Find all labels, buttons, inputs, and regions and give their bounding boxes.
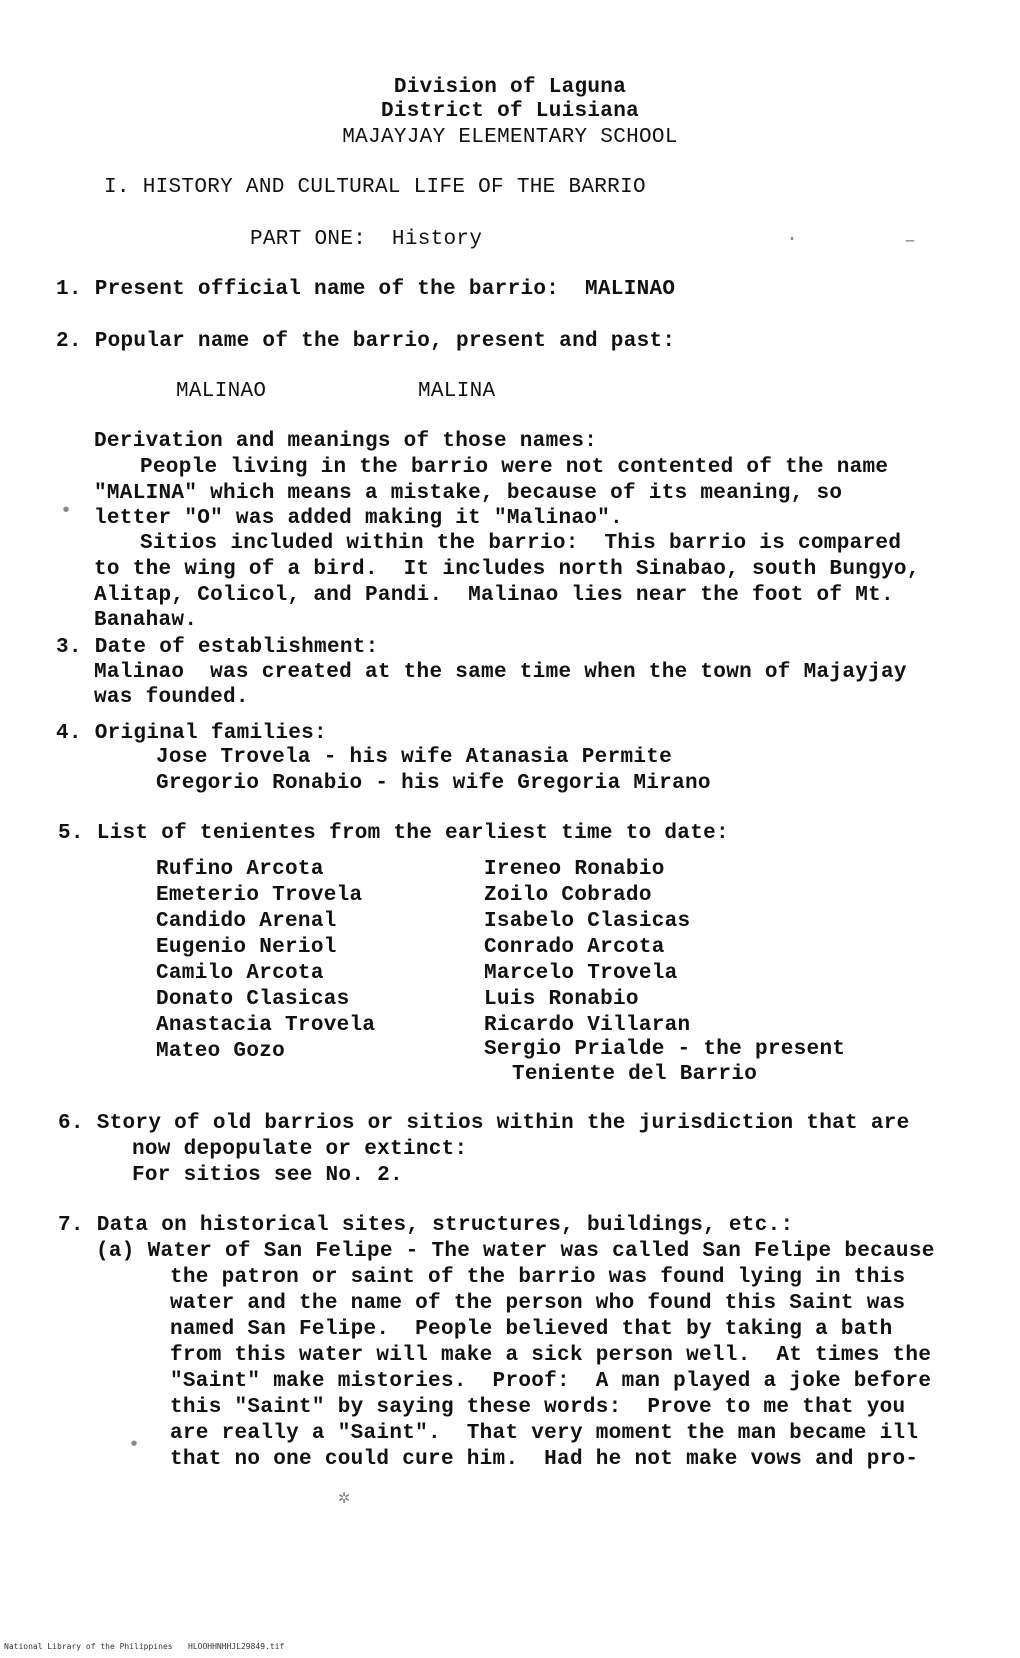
historical-site-line: "Saint" make mistories. Proof: A man played a joke before xyxy=(170,1370,932,1393)
historical-site-line: that no one could cure him. Had he not make vows and pro- xyxy=(170,1448,919,1471)
teniente-name: Rufino Arcota xyxy=(156,858,324,881)
section-title: I. HISTORY AND CULTURAL LIFE OF THE BARRIO xyxy=(104,176,646,199)
teniente-name: Conrado Arcota xyxy=(484,936,665,959)
teniente-name: Eugenio Neriol xyxy=(156,936,337,959)
historical-site-line: water and the name of the person who found this Saint was xyxy=(170,1292,906,1315)
teniente-name: Ireneo Ronabio xyxy=(484,858,665,881)
old-barrios-line: now depopulate or extinct: xyxy=(132,1138,468,1161)
original-family: Jose Trovela - his wife Atanasia Permite xyxy=(156,746,673,769)
scan-speck: • xyxy=(60,500,73,523)
derivation-line: People living in the barrio were not contented of the name xyxy=(140,456,889,479)
popular-name-present: MALINAO xyxy=(176,380,267,403)
derivation-line: Sitios included within the barrio: This barrio is compared xyxy=(140,532,902,555)
question-2: 2. Popular name of the barrio, present and past: xyxy=(56,330,676,353)
scan-speck: – xyxy=(904,230,917,253)
teniente-name: Isabelo Clasicas xyxy=(484,910,691,933)
historical-site-line: named San Felipe. People believed that by taking a bath xyxy=(170,1318,893,1341)
historical-site-line: this "Saint" by saying these words: Prove to me that you xyxy=(170,1396,906,1419)
establishment-line: was founded. xyxy=(94,686,249,709)
footer-filename: HLOOHHNHHJL29849.tif xyxy=(188,1642,285,1651)
question-1: 1. Present official name of the barrio: MALINAO xyxy=(56,278,676,301)
header-division: Division of Laguna xyxy=(393,76,627,99)
teniente-name: Ricardo Villaran xyxy=(484,1014,691,1037)
original-family: Gregorio Ronabio - his wife Gregoria Mirano xyxy=(156,772,711,795)
question-7: 7. Data on historical sites, structures, buildings, etc.: xyxy=(58,1214,794,1237)
question-3: 3. Date of establishment: xyxy=(56,636,379,659)
teniente-name: Teniente del Barrio xyxy=(512,1063,758,1086)
header-school: MAJAYJAY ELEMENTARY SCHOOL xyxy=(342,126,678,149)
establishment-line: Malinao was created at the same time when the town of Majayjay xyxy=(94,661,907,684)
question-5: 5. List of tenientes from the earliest time to date: xyxy=(58,822,729,845)
derivation-line: to the wing of a bird. It includes north Sinabao, south Bungyo, xyxy=(94,558,920,581)
historical-site-line: the patron or saint of the barrio was found lying in this xyxy=(170,1266,906,1289)
teniente-name: Camilo Arcota xyxy=(156,962,324,985)
part-title: PART ONE: History xyxy=(250,228,483,251)
historical-site-a: (a) Water of San Felipe - The water was called San Felipe because xyxy=(96,1240,935,1263)
derivation-line: Banahaw. xyxy=(94,609,198,632)
teniente-name: Marcelo Trovela xyxy=(484,962,678,985)
teniente-name: Mateo Gozo xyxy=(156,1040,286,1063)
question-6: 6. Story of old barrios or sitios within the jurisdiction that are xyxy=(58,1112,910,1135)
teniente-name: Candido Arenal xyxy=(156,910,337,933)
popular-name-past: MALINA xyxy=(418,380,496,403)
teniente-name: Donato Clasicas xyxy=(156,988,350,1011)
teniente-name: Sergio Prialde - the present xyxy=(484,1038,846,1061)
header-district: District of Luisiana xyxy=(380,100,640,123)
teniente-name: Emeterio Trovela xyxy=(156,884,363,907)
derivation-line: "MALINA" which means a mistake, because of its meaning, so xyxy=(94,482,843,505)
derivation-line: Alitap, Colicol, and Pandi. Malinao lies near the foot of Mt. xyxy=(94,584,894,607)
scan-speck: · xyxy=(786,228,799,251)
derivation-heading: Derivation and meanings of those names: xyxy=(94,430,598,453)
teniente-name: Luis Ronabio xyxy=(484,988,639,1011)
question-4: 4. Original families: xyxy=(56,722,327,745)
teniente-name: Zoilo Cobrado xyxy=(484,884,652,907)
footer-library: National Library of the Philippines xyxy=(4,1642,173,1651)
scan-speck: • xyxy=(128,1434,141,1457)
teniente-name: Anastacia Trovela xyxy=(156,1014,376,1037)
derivation-line: letter "O" was added making it "Malinao". xyxy=(94,507,623,530)
historical-site-line: are really a "Saint". That very moment the man became ill xyxy=(170,1422,919,1445)
historical-site-line: from this water will make a sick person well. At times the xyxy=(170,1344,932,1367)
scan-speck: ✲ xyxy=(338,1487,351,1510)
old-barrios-line: For sitios see No. 2. xyxy=(132,1164,403,1187)
